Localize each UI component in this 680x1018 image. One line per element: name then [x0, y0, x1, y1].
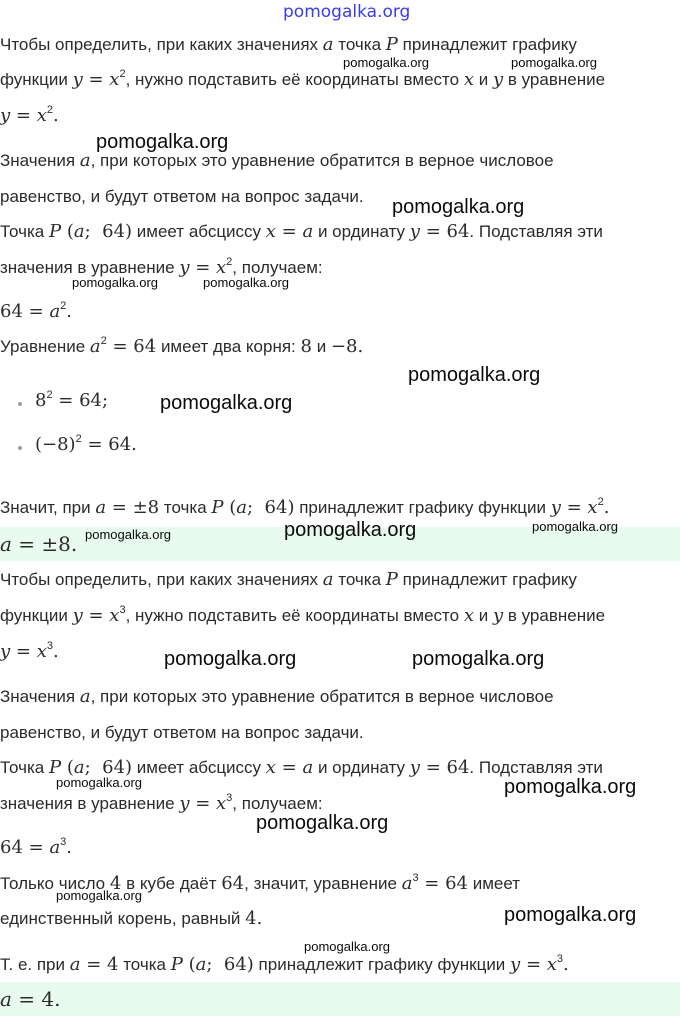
- p2-line5: равенство, и будут ответом на вопрос задачи.: [0, 723, 364, 742]
- watermark-text: pomogalka.org: [72, 275, 158, 290]
- p2-line8: $64 = a^3$.: [0, 836, 73, 858]
- p2-line10: единственный корень, равный 4.: [0, 908, 263, 929]
- watermark-text: pomogalka.org: [343, 55, 429, 70]
- p2-line7: значения в уравнение $y = x^3$, получаем:: [0, 792, 323, 814]
- p1-line8: $64 = a^2$.: [0, 300, 73, 322]
- p1-line10: Значит, при a = ±8 точка P (a; 64) принадлежит графику функции $y = x^2$.: [0, 496, 610, 518]
- p1-bullet2-text: $(-8)^2 = 64$.: [35, 433, 137, 455]
- watermark-text: pomogalka.org: [203, 275, 289, 290]
- p2-line9: Только число 4 в кубе даёт 64, значит, уравнение $a^3 = 64$ имеет: [0, 872, 521, 894]
- p2-line1: Чтобы определить, при каких значениях a точка P принадлежит графику: [0, 569, 577, 590]
- watermark-text: pomogalka.org: [392, 196, 525, 218]
- p1-line6: Точка P (a; 64) имеет абсциссу x = a и ординату y = 64. Подставляя эти: [0, 221, 603, 242]
- p2-line4: Значения a, при которых это уравнение обратится в верное числовое: [0, 686, 554, 707]
- header-site[interactable]: pomogalka.org: [283, 2, 411, 22]
- p1-line9: Уравнение $a^2 = 64$ имеет два корня: 8 и −8.: [0, 335, 364, 357]
- bullet-1: [18, 402, 22, 406]
- p1-line5: равенство, и будут ответом на вопрос задачи.: [0, 187, 364, 206]
- p2-line11: Т. е. при a = 4 точка P (a; 64) принадлежит графику функции $y = x^3$.: [0, 953, 569, 975]
- watermark-text: pomogalka.org: [504, 776, 637, 798]
- p2-line6: Точка P (a; 64) имеет абсциссу x = a и ординату y = 64. Подставляя эти: [0, 757, 603, 778]
- watermark-text: pomogalka.org: [504, 904, 637, 926]
- watermark-text: pomogalka.org: [256, 812, 389, 834]
- p1-line7: значения в уравнение $y = x^2$, получаем:: [0, 256, 323, 278]
- watermark-text: pomogalka.org: [160, 392, 293, 414]
- watermark-text: pomogalka.org: [56, 775, 142, 790]
- watermark-text: pomogalka.org: [56, 888, 142, 903]
- p1-line2: функции $y = x^2$, нужно подставить её координаты вместо x и y в уравнение: [0, 68, 606, 90]
- answer-2: a = 4.: [0, 982, 680, 1016]
- watermark-text: pomogalka.org: [304, 939, 390, 954]
- watermark-text: pomogalka.org: [164, 648, 297, 670]
- p1-equation: $y = x^2$.: [0, 104, 59, 126]
- bullet-2: [18, 446, 22, 450]
- watermark-text: pomogalka.org: [96, 131, 229, 153]
- watermark-text: pomogalka.org: [412, 648, 545, 670]
- p2-line2: функции $y = x^3$, нужно подставить её координаты вместо x и y в уравнение: [0, 604, 606, 626]
- p1-line4: Значения a, при которых это уравнение обратится в верное числовое: [0, 150, 554, 171]
- p1-bullet1-text: $8^2 = 64$;: [35, 389, 109, 411]
- watermark-text: pomogalka.org: [284, 519, 417, 541]
- answer-1: a = ±8.: [0, 527, 680, 561]
- watermark-text: pomogalka.org: [511, 55, 597, 70]
- watermark-text: pomogalka.org: [85, 527, 171, 542]
- watermark-text: pomogalka.org: [532, 519, 618, 534]
- p2-equation: $y = x^3$.: [0, 640, 59, 662]
- watermark-text: pomogalka.org: [408, 364, 541, 386]
- p1-line1: Чтобы определить, при каких значениях a точка P принадлежит графику: [0, 34, 577, 55]
